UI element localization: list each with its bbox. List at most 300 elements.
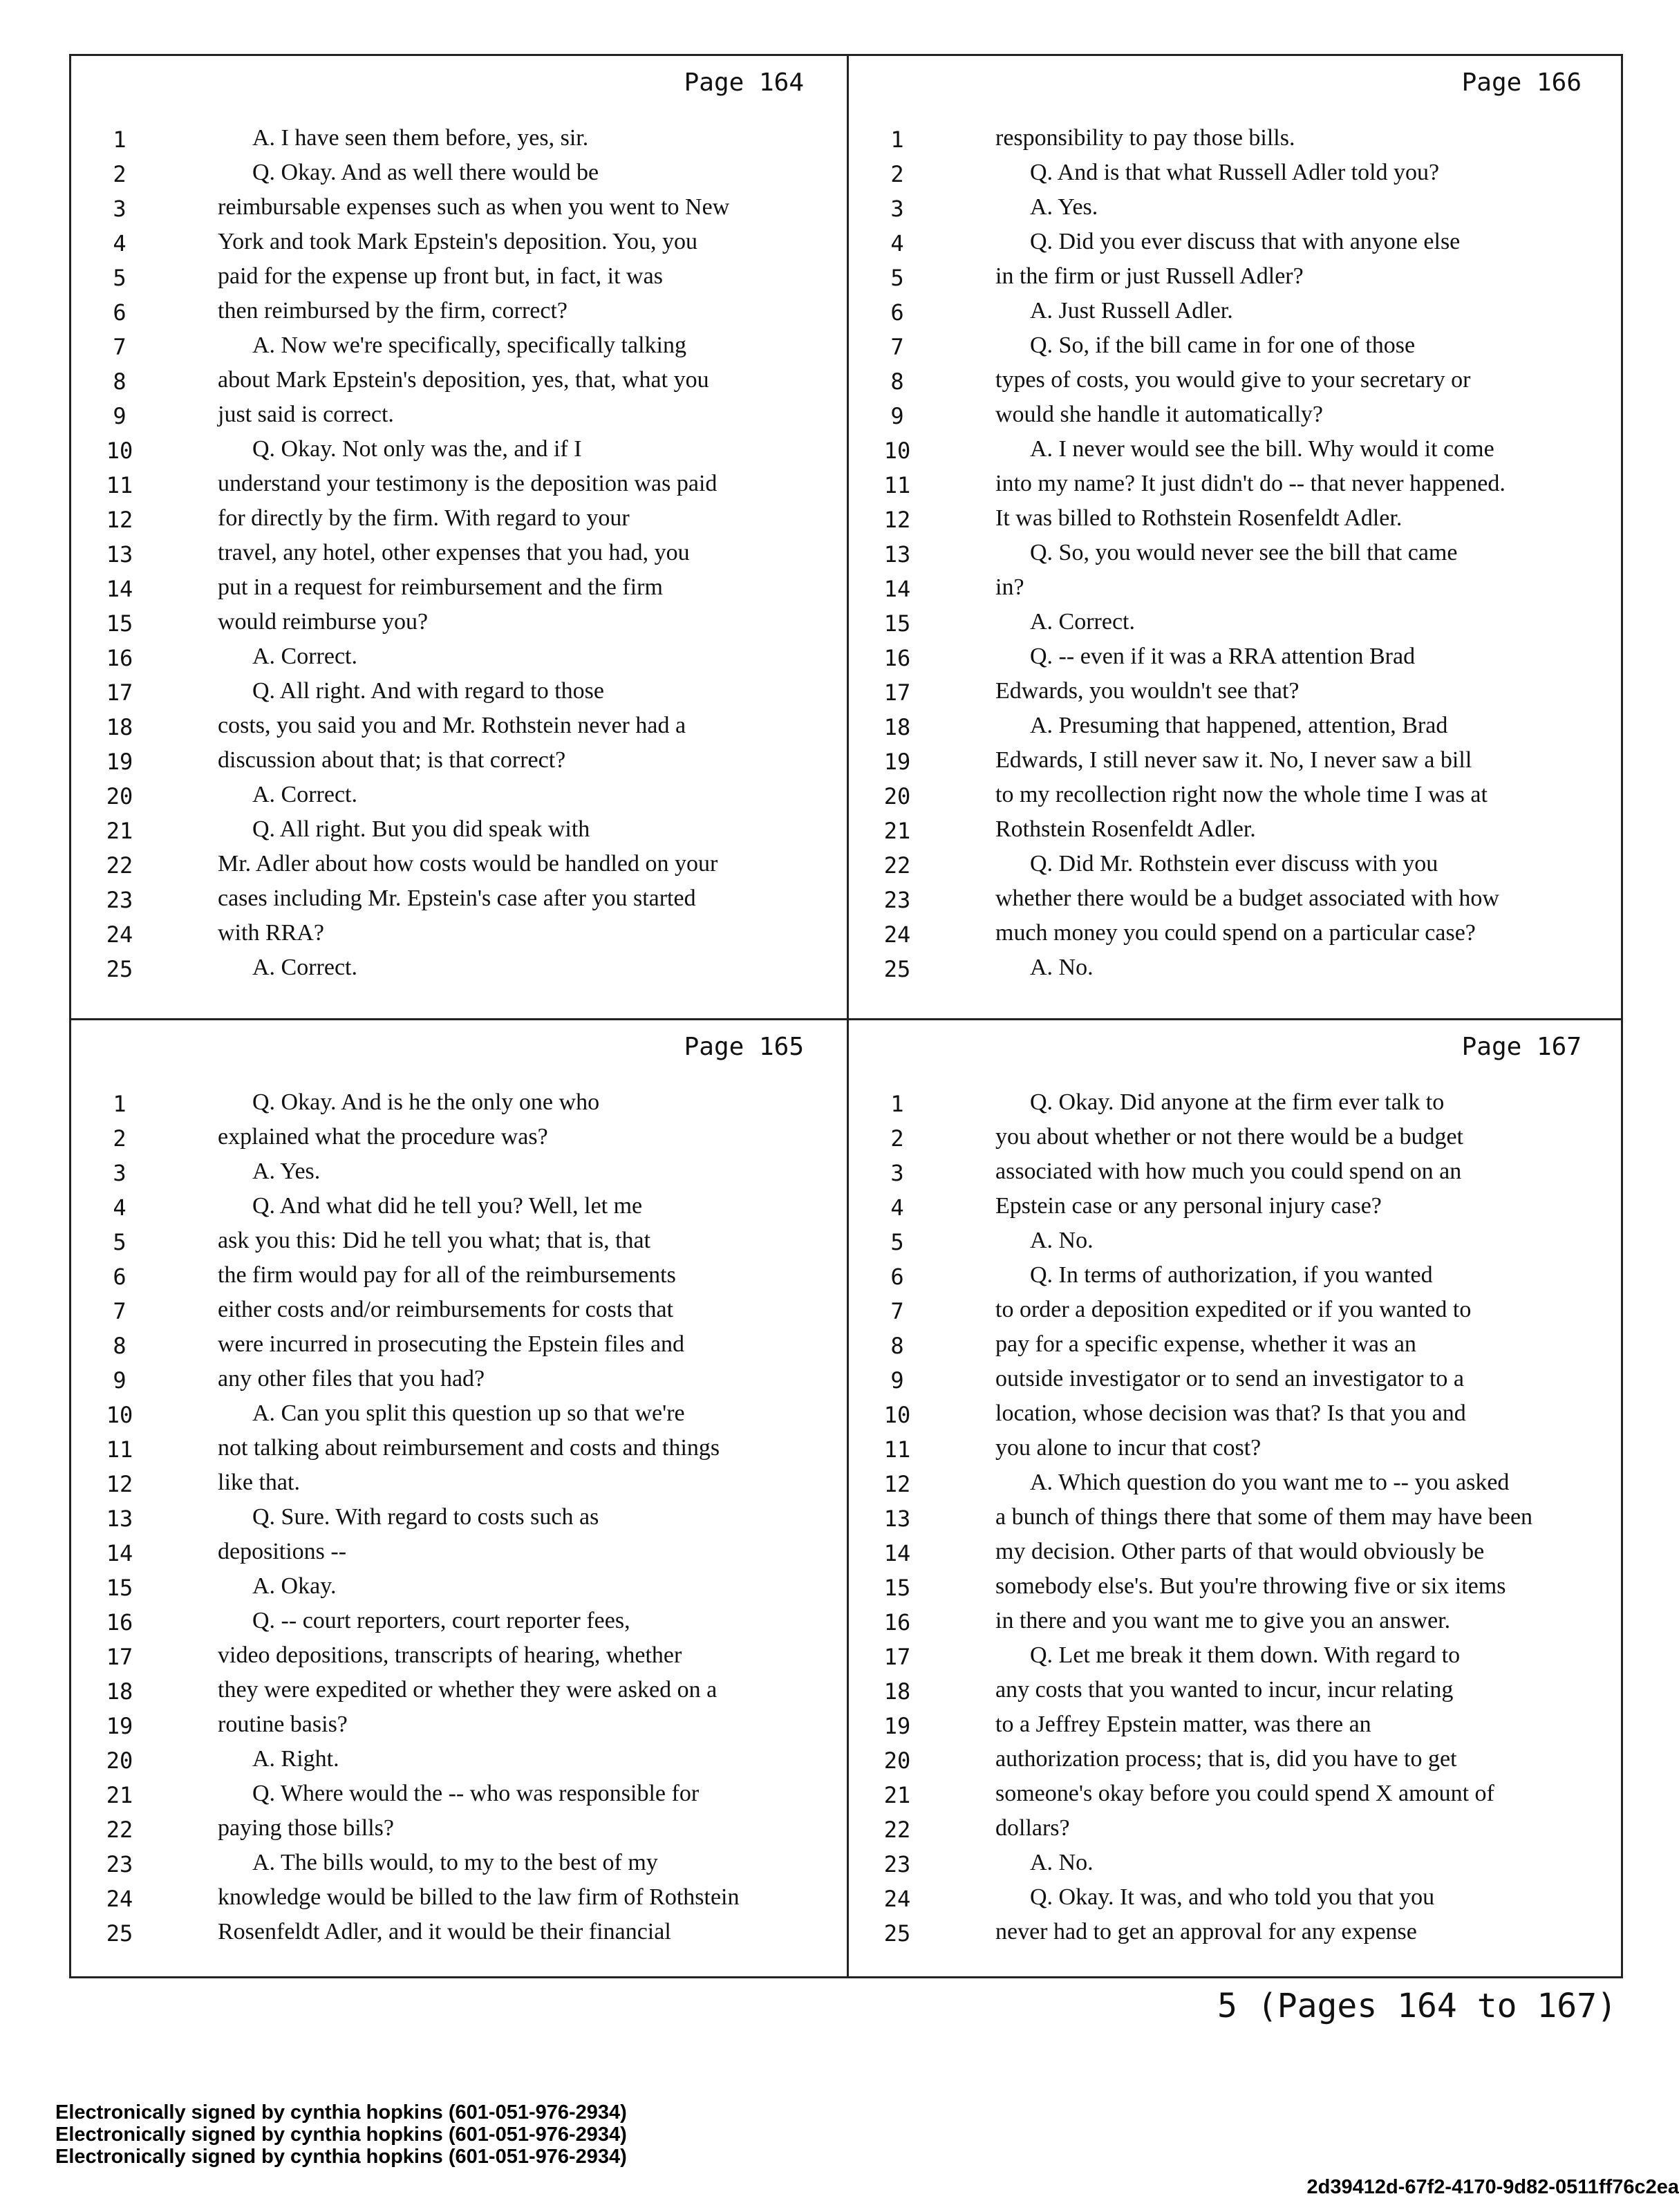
transcript-line: [849, 503, 1609, 537]
line-number: 10: [883, 438, 911, 464]
transcript-line: [71, 1432, 832, 1467]
line-number: 12: [883, 1471, 911, 1497]
line-number: 5: [113, 1229, 126, 1255]
line-number: 18: [106, 714, 133, 740]
line-text: somebody else's. But you're throwing five or six items: [995, 1573, 1506, 1599]
line-text: knowledge would be billed to the law firm of Rothstein: [218, 1884, 740, 1910]
transcript-line: [849, 1329, 1609, 1363]
transcript-line: [849, 883, 1609, 917]
transcript-line: [849, 1156, 1609, 1190]
line-number: 11: [883, 472, 911, 498]
line-text: A. Yes.: [252, 1159, 321, 1184]
line-text: Edwards, I still never saw it. No, I never saw a bill: [995, 747, 1472, 773]
transcript-line: [71, 1121, 832, 1156]
line-number: 4: [113, 1194, 126, 1221]
transcript-line: [849, 1640, 1609, 1674]
line-text: associated with how much you could spend on an: [995, 1159, 1462, 1184]
transcript-line: [71, 1882, 832, 1916]
line-text: Q. Let me break it them down. With regard to: [1030, 1642, 1461, 1668]
line-text: A. Just Russell Adler.: [1030, 298, 1233, 324]
line-text: just said is correct.: [218, 402, 394, 427]
page-panel-165: [71, 1020, 832, 1974]
page-header: Page 165: [684, 1033, 804, 1061]
line-text: costs, you said you and Mr. Rothstein never had a: [218, 713, 686, 738]
transcript-line: [71, 1398, 832, 1432]
line-number: 6: [890, 1264, 904, 1290]
line-text: A. The bills would, to my to the best of my: [252, 1850, 658, 1875]
page-panel-164: [71, 56, 832, 1010]
transcript-line: [849, 1294, 1609, 1329]
line-text: Q. -- court reporters, court reporter fees,: [252, 1608, 630, 1633]
transcript-line: [849, 399, 1609, 433]
line-number: 23: [883, 887, 911, 913]
line-text: A. No.: [1030, 955, 1094, 980]
line-text: any costs that you wanted to incur, incur relating: [995, 1677, 1454, 1703]
line-number: 13: [106, 1506, 133, 1532]
line-text: A. Correct.: [1030, 609, 1136, 635]
line-number: 1: [890, 1091, 904, 1117]
line-number: 8: [890, 1333, 904, 1359]
line-text: someone's okay before you could spend X amount of: [995, 1781, 1494, 1806]
line-text: Edwards, you wouldn't see that?: [995, 678, 1300, 704]
transcript-line: [849, 1743, 1609, 1778]
line-number: 6: [113, 1264, 126, 1290]
transcript-line: [71, 917, 832, 952]
line-text: A. I never would see the bill. Why would it come: [1030, 436, 1494, 462]
line-text: A. Presuming that happened, attention, Brad: [1030, 713, 1448, 738]
transcript-line: [849, 122, 1609, 157]
transcript-line: [71, 295, 832, 330]
line-text: then reimbursed by the firm, correct?: [218, 298, 568, 324]
line-number: 6: [113, 299, 126, 326]
line-text: Q. Okay. And is he the only one who: [252, 1089, 600, 1115]
transcript-line: [849, 1882, 1609, 1916]
line-number: 8: [113, 368, 126, 395]
line-number: 22: [883, 1817, 911, 1843]
line-text: understand your testimony is the deposition was paid: [218, 471, 717, 496]
line-number: 14: [883, 576, 911, 602]
line-number: 14: [106, 576, 133, 602]
line-number: 19: [106, 749, 133, 775]
line-text: Q. Okay. And as well there would be: [252, 160, 599, 185]
transcript-line: [71, 1916, 832, 1951]
line-text: Q. Okay. Did anyone at the firm ever talk to: [1030, 1089, 1445, 1115]
transcript-line: [71, 675, 832, 710]
line-text: A. No.: [1030, 1850, 1094, 1875]
line-text: a bunch of things there that some of them may have been: [995, 1504, 1533, 1530]
line-number: 5: [890, 1229, 904, 1255]
transcript-line: [849, 1778, 1609, 1812]
page-panel-166: [849, 56, 1609, 1010]
signature-line: Electronically signed by cynthia hopkins (601-051-976-2934): [55, 2101, 627, 2124]
transcript-line: [71, 261, 832, 295]
line-number: 20: [106, 783, 133, 809]
page-header: Page 167: [1461, 1033, 1582, 1061]
transcript-line: [849, 1536, 1609, 1571]
transcript-line: [71, 710, 832, 744]
line-text: you alone to incur that cost?: [995, 1435, 1261, 1461]
line-text: Rosenfeldt Adler, and it would be their financial: [218, 1919, 671, 1944]
transcript-line: [71, 1467, 832, 1501]
line-text: in there and you want me to give you an answer.: [995, 1608, 1451, 1633]
transcript-line: [71, 1778, 832, 1812]
line-number: 17: [106, 1644, 133, 1670]
line-text: about Mark Epstein's deposition, yes, that, what you: [218, 367, 709, 393]
line-number: 25: [106, 1920, 133, 1947]
line-number: 22: [106, 852, 133, 879]
transcript-line: [71, 952, 832, 986]
transcript-line: [849, 779, 1609, 814]
transcript-line: [849, 1501, 1609, 1536]
transcript-line: [71, 1674, 832, 1709]
line-text: any other files that you had?: [218, 1366, 485, 1391]
transcript-line: [849, 1571, 1609, 1605]
transcript-line: [71, 1087, 832, 1121]
line-number: 5: [113, 265, 126, 291]
transcript-line: [849, 744, 1609, 779]
line-number: 10: [106, 438, 133, 464]
line-text: the firm would pay for all of the reimbursements: [218, 1262, 676, 1288]
line-number: 9: [113, 1367, 126, 1394]
line-text: video depositions, transcripts of hearing, whether: [218, 1642, 682, 1668]
line-number: 18: [106, 1678, 133, 1705]
transcript-line: [849, 1190, 1609, 1225]
line-number: 24: [883, 921, 911, 948]
line-number: 2: [113, 161, 126, 187]
transcript-line: [849, 1709, 1609, 1743]
line-text: authorization process; that is, did you have to get: [995, 1746, 1457, 1772]
line-number: 23: [106, 1851, 133, 1877]
line-number: 9: [113, 403, 126, 429]
line-text: much money you could spend on a particular case?: [995, 920, 1476, 946]
line-text: Q. So, you would never see the bill that came: [1030, 540, 1458, 565]
transcript-line: [71, 468, 832, 503]
line-text: paying those bills?: [218, 1815, 394, 1841]
line-number: 17: [106, 679, 133, 706]
line-text: to order a deposition expedited or if you wanted to: [995, 1297, 1472, 1322]
line-number: 7: [890, 1298, 904, 1324]
transcript-line: [71, 1259, 832, 1294]
transcript-line: [71, 1709, 832, 1743]
line-text: for directly by the firm. With regard to your: [218, 505, 630, 531]
document-hash: 2d39412d-67f2-4170-9d82-0511ff76c2ea: [1306, 2176, 1679, 2198]
transcript-line: [71, 1294, 832, 1329]
line-text: put in a request for reimbursement and the firm: [218, 574, 663, 600]
line-number: 15: [883, 1575, 911, 1601]
line-number: 16: [106, 1609, 133, 1635]
line-number: 21: [883, 1782, 911, 1808]
line-text: into my name? It just didn't do -- that never happened.: [995, 471, 1506, 496]
transcript-line: [849, 1467, 1609, 1501]
line-text: were incurred in prosecuting the Epstein files and: [218, 1331, 685, 1357]
transcript-line: [849, 848, 1609, 883]
transcript-line: [849, 226, 1609, 261]
transcript-line: [849, 261, 1609, 295]
transcript-line: [71, 1329, 832, 1363]
line-number: 15: [106, 610, 133, 637]
line-text: A. Yes.: [1030, 194, 1098, 220]
transcript-line: [71, 779, 832, 814]
line-text: reimbursable expenses such as when you went to New: [218, 194, 730, 220]
transcript-line: [71, 433, 832, 468]
line-text: in the firm or just Russell Adler?: [995, 263, 1304, 289]
line-number: 9: [890, 403, 904, 429]
line-text: Q. Did you ever discuss that with anyone else: [1030, 229, 1461, 254]
line-text: pay for a specific expense, whether it was an: [995, 1331, 1416, 1357]
line-text: It was billed to Rothstein Rosenfeldt Adler.: [995, 505, 1403, 531]
line-number: 24: [883, 1886, 911, 1912]
line-number: 18: [883, 1678, 911, 1705]
line-number: 19: [883, 1713, 911, 1739]
transcript-line: [71, 744, 832, 779]
line-number: 3: [113, 196, 126, 222]
transcript-line: [71, 1501, 832, 1536]
transcript-line: [849, 537, 1609, 572]
transcript-line: [71, 1847, 832, 1882]
line-text: Q. All right. And with regard to those: [252, 678, 605, 704]
line-number: 12: [106, 507, 133, 533]
line-text: A. Which question do you want me to -- you asked: [1030, 1470, 1510, 1495]
line-number: 3: [113, 1160, 126, 1186]
transcript-line: [849, 641, 1609, 675]
transcript-line: [71, 364, 832, 399]
line-text: they were expedited or whether they were asked on a: [218, 1677, 717, 1703]
line-number: 6: [890, 299, 904, 326]
line-number: 25: [106, 956, 133, 982]
line-number: 18: [883, 714, 911, 740]
line-number: 22: [883, 852, 911, 879]
transcript-line: [71, 503, 832, 537]
pages-range-label: 5 (Pages 164 to 167): [1217, 1987, 1617, 2025]
signature-line: Electronically signed by cynthia hopkins (601-051-976-2934): [55, 2146, 627, 2168]
line-number: 17: [883, 1644, 911, 1670]
line-text: either costs and/or reimbursements for costs that: [218, 1297, 674, 1322]
line-text: Q. Where would the -- who was responsible for: [252, 1781, 700, 1806]
line-text: depositions --: [218, 1539, 347, 1564]
transcript-line: [849, 1225, 1609, 1259]
line-text: Rothstein Rosenfeldt Adler.: [995, 816, 1256, 842]
line-number: 7: [113, 334, 126, 360]
line-text: A. Correct.: [252, 782, 358, 807]
transcript-line: [71, 226, 832, 261]
transcript-line: [849, 364, 1609, 399]
line-number: 3: [890, 196, 904, 222]
line-text: dollars?: [995, 1815, 1070, 1841]
line-text: discussion about that; is that correct?: [218, 747, 566, 773]
line-number: 4: [113, 230, 126, 256]
line-text: to my recollection right now the whole time I was at: [995, 782, 1488, 807]
transcript-line: [71, 399, 832, 433]
line-text: A. Now we're specifically, specifically talking: [252, 332, 686, 358]
line-number: 25: [883, 956, 911, 982]
line-number: 19: [883, 749, 911, 775]
transcript-line: [849, 675, 1609, 710]
transcript-line: [71, 1225, 832, 1259]
line-number: 19: [106, 1713, 133, 1739]
line-number: 8: [113, 1333, 126, 1359]
line-number: 16: [106, 645, 133, 671]
line-text: Q. All right. But you did speak with: [252, 816, 590, 842]
line-text: in?: [995, 574, 1024, 600]
line-number: 14: [883, 1540, 911, 1566]
transcript-line: [71, 191, 832, 226]
transcript-line: [71, 1571, 832, 1605]
line-number: 10: [106, 1402, 133, 1428]
line-number: 22: [106, 1817, 133, 1843]
line-number: 1: [113, 1091, 126, 1117]
line-number: 24: [106, 921, 133, 948]
line-text: Q. Sure. With regard to costs such as: [252, 1504, 599, 1530]
line-text: Epstein case or any personal injury case?: [995, 1193, 1382, 1219]
line-number: 25: [883, 1920, 911, 1947]
line-number: 3: [890, 1160, 904, 1186]
transcript-line: [849, 1432, 1609, 1467]
line-number: 20: [883, 1747, 911, 1774]
line-number: 15: [106, 1575, 133, 1601]
transcript-line: [71, 1743, 832, 1778]
line-number: 23: [883, 1851, 911, 1877]
line-text: Q. So, if the bill came in for one of those: [1030, 332, 1416, 358]
line-number: 7: [890, 334, 904, 360]
line-number: 13: [883, 541, 911, 568]
transcript-line: [71, 572, 832, 606]
line-text: would reimburse you?: [218, 609, 429, 635]
transcript-line: [71, 1190, 832, 1225]
line-text: York and took Mark Epstein's deposition. You, you: [218, 229, 698, 254]
line-text: cases including Mr. Epstein's case after you started: [218, 885, 696, 911]
line-number: 12: [106, 1471, 133, 1497]
line-text: my decision. Other parts of that would obviously be: [995, 1539, 1485, 1564]
line-number: 13: [106, 541, 133, 568]
line-number: 23: [106, 887, 133, 913]
transcript-line: [849, 1363, 1609, 1398]
line-number: 21: [106, 818, 133, 844]
line-number: 11: [883, 1436, 911, 1463]
line-text: like that.: [218, 1470, 300, 1495]
transcript-line: [71, 814, 832, 848]
transcript-line: [71, 1363, 832, 1398]
transcript-line: [71, 157, 832, 191]
line-number: 21: [106, 1782, 133, 1808]
transcript-line: [849, 1259, 1609, 1294]
transcript-line: [71, 883, 832, 917]
line-number: 7: [113, 1298, 126, 1324]
line-text: responsibility to pay those bills.: [995, 125, 1295, 151]
line-number: 12: [883, 507, 911, 533]
line-number: 17: [883, 679, 911, 706]
line-text: paid for the expense up front but, in fact, it was: [218, 263, 663, 289]
line-number: 2: [113, 1125, 126, 1152]
line-text: Q. And is that what Russell Adler told you?: [1030, 160, 1440, 185]
line-number: 2: [890, 1125, 904, 1152]
line-text: Q. Okay. Not only was the, and if I: [252, 436, 582, 462]
line-text: outside investigator or to send an investigator to a: [995, 1366, 1464, 1391]
transcript-line: [849, 330, 1609, 364]
line-number: 20: [883, 783, 911, 809]
transcript-line: [71, 1536, 832, 1571]
transcript-line: [71, 1812, 832, 1847]
transcript-line: [849, 814, 1609, 848]
transcript-line: [849, 191, 1609, 226]
line-number: 4: [890, 230, 904, 256]
line-text: travel, any hotel, other expenses that you had, you: [218, 540, 690, 565]
line-text: explained what the procedure was?: [218, 1124, 548, 1150]
line-number: 2: [890, 161, 904, 187]
line-number: 1: [890, 126, 904, 153]
line-text: Q. Did Mr. Rothstein ever discuss with you: [1030, 851, 1438, 877]
transcript-line: [849, 606, 1609, 641]
transcript-line: [849, 1812, 1609, 1847]
transcript-line: [849, 1847, 1609, 1882]
line-number: 21: [883, 818, 911, 844]
line-text: ask you this: Did he tell you what; that is, that: [218, 1228, 651, 1253]
line-text: Q. Okay. It was, and who told you that you: [1030, 1884, 1435, 1910]
line-text: Q. And what did he tell you? Well, let me: [252, 1193, 643, 1219]
transcript-line: [849, 433, 1609, 468]
transcript-line: [849, 295, 1609, 330]
line-text: Q. -- even if it was a RRA attention Brad: [1030, 644, 1416, 669]
line-number: 11: [106, 472, 133, 498]
line-number: 10: [883, 1402, 911, 1428]
line-text: A. Correct.: [252, 955, 358, 980]
line-number: 20: [106, 1747, 133, 1774]
signature-line: Electronically signed by cynthia hopkins (601-051-976-2934): [55, 2124, 627, 2146]
transcript-line: [71, 537, 832, 572]
line-number: 16: [883, 1609, 911, 1635]
transcript-line: [849, 572, 1609, 606]
line-text: types of costs, you would give to your secretary or: [995, 367, 1471, 393]
line-text: A. No.: [1030, 1228, 1094, 1253]
line-text: you about whether or not there would be a budget: [995, 1124, 1463, 1150]
transcript-line: [71, 606, 832, 641]
line-text: with RRA?: [218, 920, 324, 946]
line-text: A. I have seen them before, yes, sir.: [252, 125, 589, 151]
line-text: would she handle it automatically?: [995, 402, 1323, 427]
line-text: location, whose decision was that? Is that you and: [995, 1400, 1466, 1426]
transcript-line: [849, 1605, 1609, 1640]
line-number: 5: [890, 265, 904, 291]
line-text: not talking about reimbursement and costs and things: [218, 1435, 720, 1461]
line-number: 14: [106, 1540, 133, 1566]
line-text: never had to get an approval for any expense: [995, 1919, 1417, 1944]
line-text: whether there would be a budget associated with how: [995, 885, 1499, 911]
line-text: to a Jeffrey Epstein matter, was there an: [995, 1712, 1371, 1737]
line-text: Mr. Adler about how costs would be handled on your: [218, 851, 718, 877]
line-text: A. Correct.: [252, 644, 358, 669]
transcript-line: [71, 1640, 832, 1674]
line-number: 11: [106, 1436, 133, 1463]
page-header: Page 164: [684, 68, 804, 97]
line-number: 1: [113, 126, 126, 153]
line-text: A. Right.: [252, 1746, 339, 1772]
line-text: A. Okay.: [252, 1573, 337, 1599]
line-text: Q. In terms of authorization, if you wanted: [1030, 1262, 1433, 1288]
transcript-line: [849, 157, 1609, 191]
transcript-line: [71, 641, 832, 675]
transcript-line: [71, 330, 832, 364]
line-number: 13: [883, 1506, 911, 1532]
line-text: A. Can you split this question up so that we're: [252, 1400, 685, 1426]
transcript-line: [849, 952, 1609, 986]
transcript-line: [849, 710, 1609, 744]
line-number: 4: [890, 1194, 904, 1221]
transcript-line: [71, 1605, 832, 1640]
transcript-line: [849, 917, 1609, 952]
line-number: 9: [890, 1367, 904, 1394]
page-header: Page 166: [1461, 68, 1582, 97]
transcript-line: [71, 122, 832, 157]
transcript-line: [849, 1121, 1609, 1156]
